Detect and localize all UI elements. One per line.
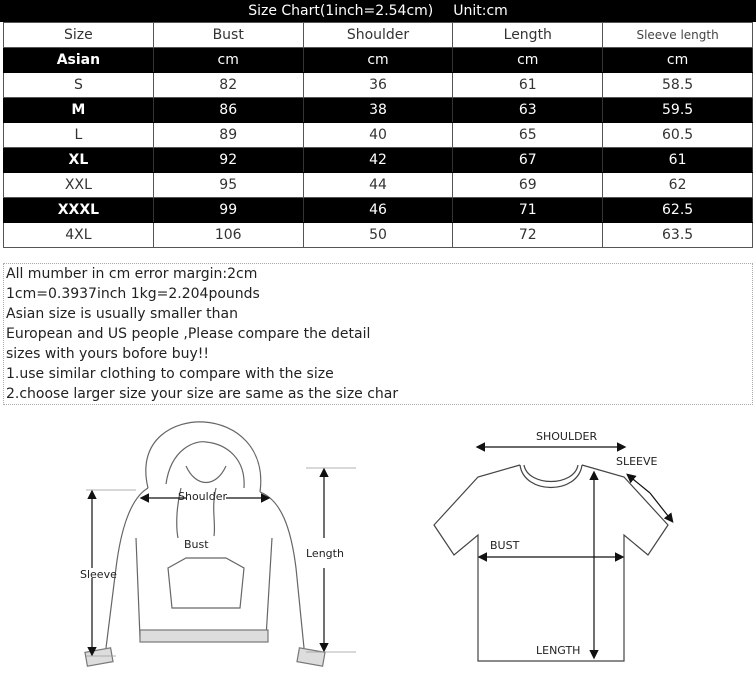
measure-cell: 65 bbox=[453, 123, 603, 148]
size-cell: L bbox=[4, 123, 154, 148]
measure-cell: 42 bbox=[303, 148, 453, 173]
measure-cell: 44 bbox=[303, 173, 453, 198]
header-cell: Sleeve length bbox=[603, 23, 753, 48]
tshirt-outline-icon bbox=[434, 465, 668, 661]
header-cell: Shoulder bbox=[303, 23, 453, 48]
measure-cell: 67 bbox=[453, 148, 603, 173]
note-line: sizes with yours bofore buy!! bbox=[6, 346, 209, 362]
measure-cell: 82 bbox=[153, 73, 303, 98]
header-cell: Size bbox=[4, 23, 154, 48]
measure-cell: 106 bbox=[153, 223, 303, 248]
hoodie-diagram bbox=[76, 418, 376, 676]
measure-cell: cm bbox=[603, 48, 753, 73]
header-cell: Bust bbox=[153, 23, 303, 48]
measure-cell: 61 bbox=[453, 73, 603, 98]
tshirt-sleeve-arrow-up bbox=[628, 475, 650, 493]
note-line: 1.use similar clothing to compare with the size bbox=[6, 366, 334, 382]
tshirt-sleeve-label: SLEEVE bbox=[616, 455, 658, 468]
size-cell: M bbox=[4, 98, 154, 123]
measure-cell: 62.5 bbox=[603, 198, 753, 223]
table-header-row bbox=[4, 23, 753, 48]
table-row bbox=[4, 48, 753, 73]
measure-cell: 50 bbox=[303, 223, 453, 248]
hoodie-sleeve-label: Sleeve bbox=[80, 568, 117, 581]
table-row bbox=[4, 173, 753, 198]
measure-cell: 40 bbox=[303, 123, 453, 148]
size-cell: 4XL bbox=[4, 223, 154, 248]
measure-cell: 89 bbox=[153, 123, 303, 148]
measure-cell: 59.5 bbox=[603, 98, 753, 123]
measure-cell: 71 bbox=[453, 198, 603, 223]
measure-cell: 92 bbox=[153, 148, 303, 173]
note-line: European and US people ,Please compare the detail bbox=[6, 326, 371, 342]
table-row bbox=[4, 148, 753, 173]
title-main: Size Chart(1inch=2.54cm) bbox=[248, 3, 434, 19]
hoodie-shoulder-label: Shoulder bbox=[178, 490, 227, 503]
header-cell: Length bbox=[453, 23, 603, 48]
table-row bbox=[4, 198, 753, 223]
measure-cell: 72 bbox=[453, 223, 603, 248]
measure-cell: 36 bbox=[303, 73, 453, 98]
notes-box bbox=[3, 263, 753, 405]
measure-cell: 69 bbox=[453, 173, 603, 198]
measure-cell: 95 bbox=[153, 173, 303, 198]
measure-cell: cm bbox=[453, 48, 603, 73]
note-line: All mumber in cm error margin:2cm bbox=[6, 266, 258, 282]
table-row bbox=[4, 73, 753, 98]
table-row bbox=[4, 123, 753, 148]
note-line: 1cm=0.3937inch 1kg=2.204pounds bbox=[6, 286, 260, 302]
size-cell: S bbox=[4, 73, 154, 98]
hoodie-length-label: Length bbox=[306, 547, 344, 560]
measure-cell: 38 bbox=[303, 98, 453, 123]
measure-cell: 86 bbox=[153, 98, 303, 123]
measure-cell: 63 bbox=[453, 98, 603, 123]
table-row bbox=[4, 98, 753, 123]
measure-cell: 60.5 bbox=[603, 123, 753, 148]
size-cell: XXL bbox=[4, 173, 154, 198]
measure-cell: 61 bbox=[603, 148, 753, 173]
tshirt-shoulder-label: SHOULDER bbox=[536, 430, 598, 443]
note-line: 2.choose larger size your size are same as the size char bbox=[6, 386, 399, 402]
measure-cell: cm bbox=[303, 48, 453, 73]
measure-cell: 46 bbox=[303, 198, 453, 223]
size-cell: XL bbox=[4, 148, 154, 173]
measure-cell: 58.5 bbox=[603, 73, 753, 98]
size-cell: XXXL bbox=[4, 198, 154, 223]
tshirt-bust-label: BUST bbox=[490, 539, 520, 552]
measure-cell: 99 bbox=[153, 198, 303, 223]
table-row bbox=[4, 223, 753, 248]
tshirt-length-label: LENGTH bbox=[536, 644, 581, 657]
measure-cell: cm bbox=[153, 48, 303, 73]
hoodie-bust-label: Bust bbox=[184, 538, 209, 551]
size-cell: Asian bbox=[4, 48, 154, 73]
measure-cell: 62 bbox=[603, 173, 753, 198]
measure-cell: 63.5 bbox=[603, 223, 753, 248]
size-table bbox=[3, 22, 753, 248]
title-unit: Unit:cm bbox=[453, 3, 508, 19]
size-chart-title bbox=[0, 0, 756, 22]
tshirt-diagram bbox=[428, 425, 680, 671]
note-line: Asian size is usually smaller than bbox=[6, 306, 238, 322]
